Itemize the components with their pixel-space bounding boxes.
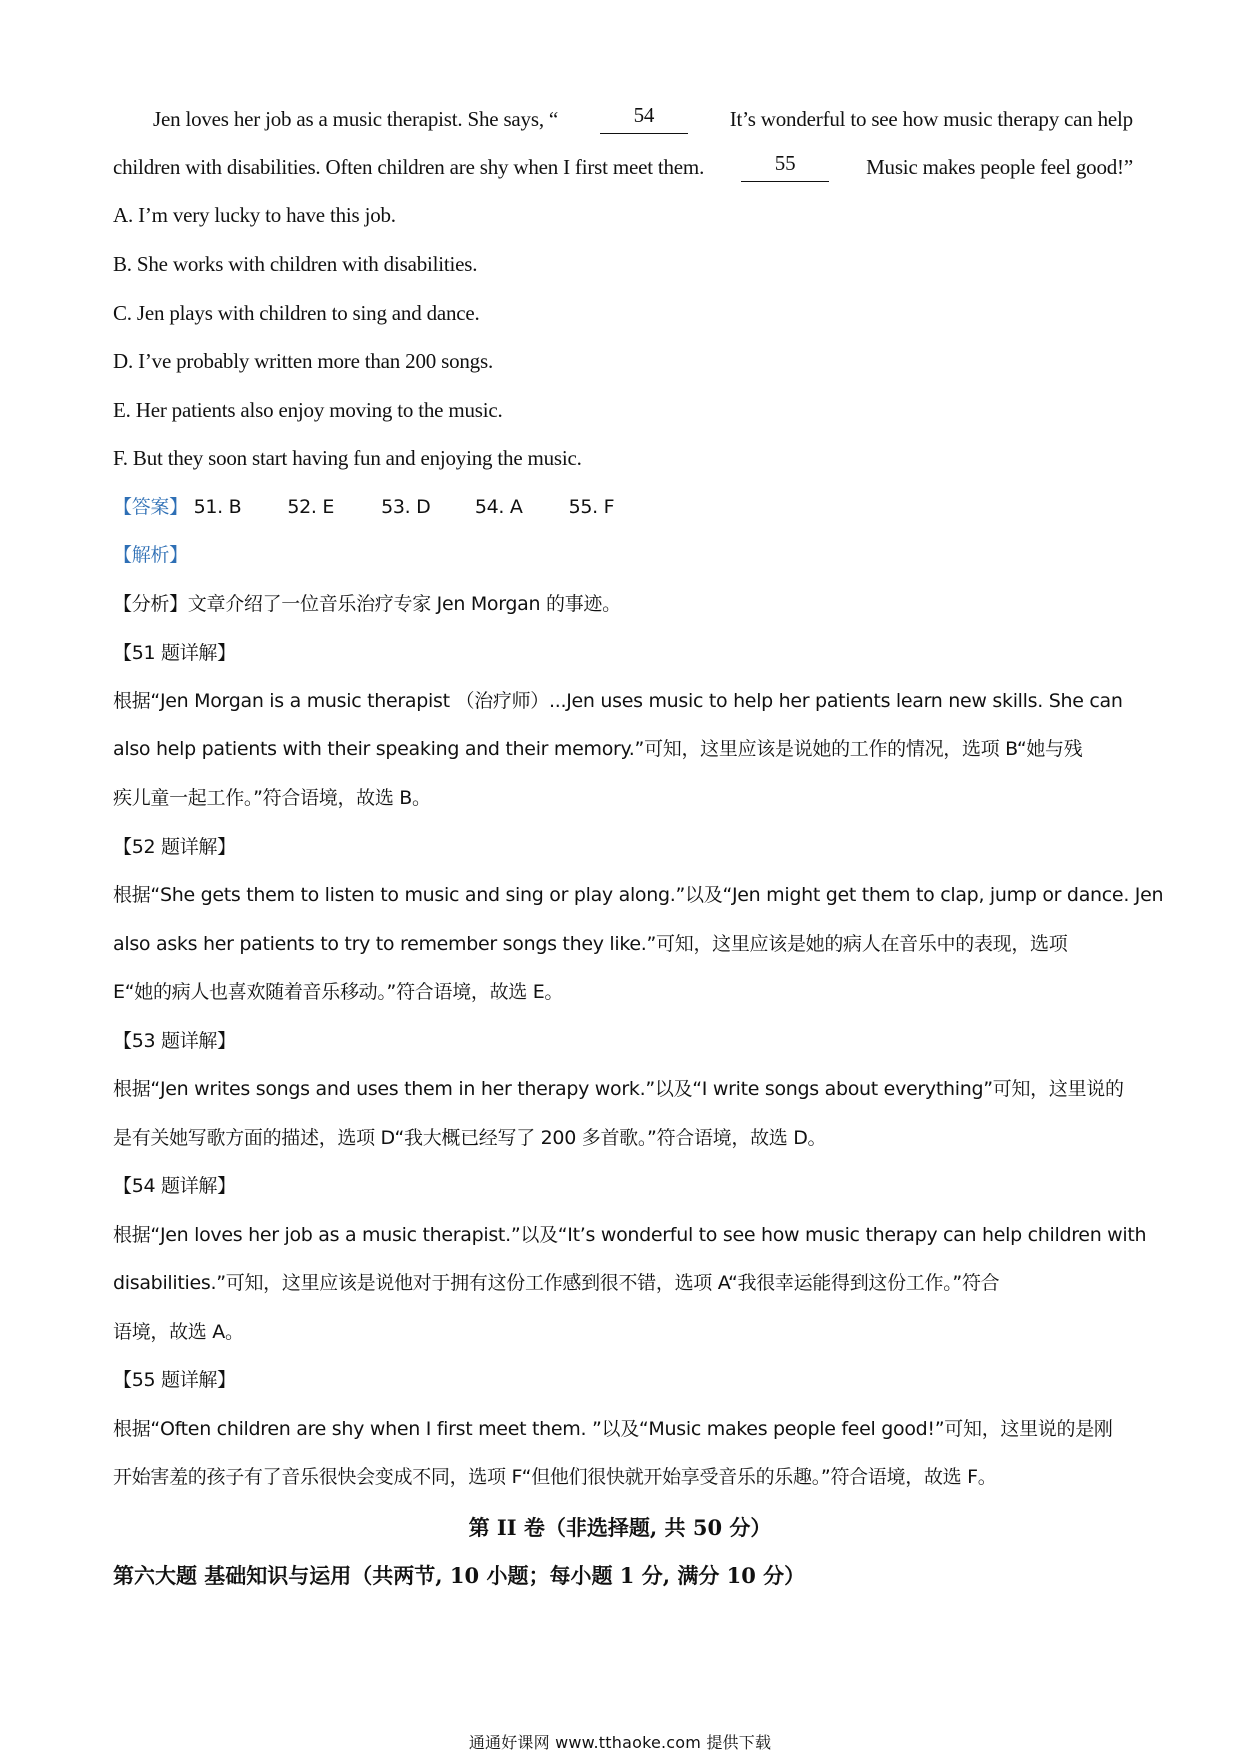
answer-item: 51. B [193,496,242,518]
detail-51-line-2: also help patients with their speaking and their memory.”可知，这里应该是说她的工作的情况，选项 B“她与残 [113,738,1083,760]
blank-55: 55 [741,152,829,182]
detail-54-line-3: 语境，故选 A。 [113,1321,244,1343]
detail-54-line-2: disabilities.”可知，这里应该是说他对于拥有这份工作感到很不错，选项 A“我很幸运能得到这份工作。”符合 [113,1272,1000,1294]
footer-watermark: 通通好课网 www.tthaoke.com 提供下载 [468,1733,772,1752]
detail-title-54: 【54 题详解】 [113,1175,236,1197]
answer-item: 53. D [381,496,431,518]
passage-text: Music makes people feel good!” [866,155,1133,179]
passage-line-2 [113,152,1133,182]
detail-title-55: 【55 题详解】 [113,1369,236,1391]
detail-51-line-1: 根据“Jen Morgan is a music therapist （治疗师）...Jen uses music to help her patients learn new skills. She can [113,690,1123,712]
option-d: D. I’ve probably written more than 200 songs. [113,349,494,373]
analysis-tag: 【解析】 [113,544,188,566]
detail-51-line-3: 疾儿童一起工作。”符合语境，故选 B。 [113,787,431,809]
answer-item: 52. E [287,496,335,518]
detail-title-52: 【52 题详解】 [113,836,236,858]
detail-53-line-1: 根据“Jen writes songs and uses them in her therapy work.”以及“I write songs about everything”可知，这里说的 [113,1078,1124,1100]
option-b: B. She works with children with disabilities. [113,252,478,276]
detail-54-line-1: 根据“Jen loves her job as a music therapist.”以及“It’s wonderful to see how music therapy can help children with [113,1224,1147,1246]
passage-text: It’s wonderful to see how music therapy can help [729,107,1133,131]
detail-55-line-1: 根据“Often children are shy when I first meet them. ”以及“Music makes people feel good!”可知，这里说的是刚 [113,1418,1113,1440]
detail-52-line-1: 根据“She gets them to listen to music and sing or play along.”以及“Jen might get them to clap, jump or dance. Jen [113,884,1164,906]
option-f: F. But they soon start having fun and enjoying the music. [113,446,582,470]
detail-55-line-2: 开始害羞的孩子有了音乐很快会变成不同，选项 F“但他们很快就开始享受音乐的乐趣。”符合语境，故选 F。 [113,1466,997,1488]
blank-54: 54 [600,104,688,134]
passage-text: children with disabilities. Often children are shy when I first meet them. [113,155,705,179]
answer-tag: 【答案】 [113,496,188,518]
option-e: E. Her patients also enjoy moving to the music. [113,398,503,422]
part-title: 第六大题 基础知识与运用（共两节, 10 小题；每小题 1 分, 满分 10 分） [113,1563,806,1588]
answer-item: 54. A [474,496,523,518]
detail-title-51: 【51 题详解】 [113,642,236,664]
option-a: A. I’m very lucky to have this job. [113,203,396,227]
answer-item: 55. F [568,496,615,518]
analysis-summary: 【分析】文章介绍了一位音乐治疗专家 Jen Morgan 的事迹。 [113,593,621,615]
detail-52-line-2: also asks her patients to try to remember songs they like.”可知，这里应该是她的病人在音乐中的表现，选项 [113,933,1068,955]
detail-52-line-3: E“她的病人也喜欢随着音乐移动。”符合语境，故选 E。 [113,981,564,1003]
detail-title-53: 【53 题详解】 [113,1030,236,1052]
detail-53-line-2: 是有关她写歌方面的描述，选项 D“我大概已经写了 200 多首歌。”符合语境，故选 D。 [113,1127,827,1149]
option-c: C. Jen plays with children to sing and dance. [113,301,480,325]
passage-text: Jen loves her job as a music therapist. She says, “ [153,107,559,131]
section-title: 第 II 卷（非选择题, 共 50 分） [468,1515,772,1540]
passage-line-1 [153,104,1133,134]
answer-line [113,492,1133,522]
